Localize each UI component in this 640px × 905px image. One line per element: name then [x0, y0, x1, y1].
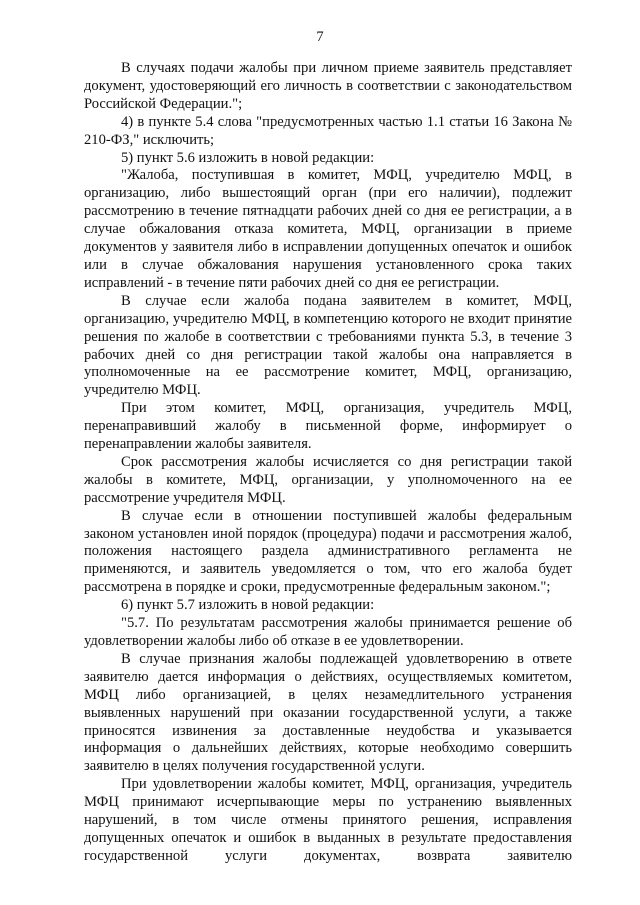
paragraph: 5) пункт 5.6 изложить в новой редакции:	[121, 149, 375, 166]
paragraph: Срок рассмотрения жалобы исчисляется со дня регистрации такой жалобы в комитете, МФЦ, организации, у уполномоченного на ее рассмотрение учредителя МФЦ.	[84, 453, 572, 506]
paragraph: В случаях подачи жалобы при личном приеме заявитель представляет документ, удостоверяющий его личность в соответствии с законодательством Российской Федерации.";	[84, 60, 572, 112]
paragraph: При этом комитет, МФЦ, организация, учредитель МФЦ, перенаправивший жалобу в письменной форме, информирует о перенаправлении жалобы заявителя.	[84, 400, 572, 453]
paragraph: В случае признания жалобы подлежащей удовлетворению в ответе заявителю дается информация о действиях, осуществляемых комитетом, МФЦ либо организацией, в целях незамедлительного устранения выявленных нарушений при оказании государственной услуги, а также приносятся извинения за доставленные неудобства и указывается информация о дальнейших действиях, которые необходимо совершить заявителю в целях получения государственной услуги.	[84, 650, 572, 775]
paragraph: В случае если в отношении поступившей жалобы федеральным законом установлен иной порядок (процедура) подачи и рассмотрения жалоб, положения настоящего раздела административного регламента не применяются, и заявитель уведомляется о том, что его жалоба будет рассмотрена в порядке и сроки, предусмотренные федеральным законом.";	[84, 507, 572, 596]
page-number: 7	[316, 29, 324, 45]
paragraph: 6) пункт 5.7 изложить в новой редакции:	[121, 597, 375, 614]
paragraph: В случае если жалоба подана заявителем в комитет, МФЦ, организацию, учредителю МФЦ, в компетенцию которого не входит принятие решения по жалобе в соответствии с требованиями пункта 5.3, в течение 3 рабочих дней со дня регистрации такой жалобы она направляется в уполномоченные на ее рассмотрение комитет, МФЦ, организацию, учредителю МФЦ.	[84, 292, 572, 399]
paragraph: "5.7. По результатам рассмотрения жалобы принимается решение об удовлетворении жалобы либо об отказе в ее удовлетворении.	[84, 615, 572, 649]
paragraph: "Жалоба, поступившая в комитет, МФЦ, учредителю МФЦ, в организацию, либо вышестоящий орган (при его наличии), подлежит рассмотрению в течение пятнадцати рабочих дней со дня ее регистрации, а в случае обжалования отказа комитета, МФЦ, организации в приеме документов у заявителя либо в исправлении допущенных опечаток и ошибок или в случае обжалования нарушения установленного срока таких исправлений - в течение пяти рабочих дней со дня ее регистрации.	[84, 167, 572, 291]
paragraph: При удовлетворении жалобы комитет, МФЦ, организация, учредитель МФЦ принимают исчерпывающие меры по устранению выявленных нарушений, в том числе отмены принятого решения, исправления допущенных опечаток и ошибок в выданных в результате предоставления государственной услуги документах, возврата заявителю	[84, 776, 572, 864]
paragraph: 4) в пункте 5.4 слова "предусмотренных частью 1.1 статьи 16 Закона № 210-ФЗ," исключить;	[84, 113, 572, 148]
document-body	[84, 60, 572, 866]
